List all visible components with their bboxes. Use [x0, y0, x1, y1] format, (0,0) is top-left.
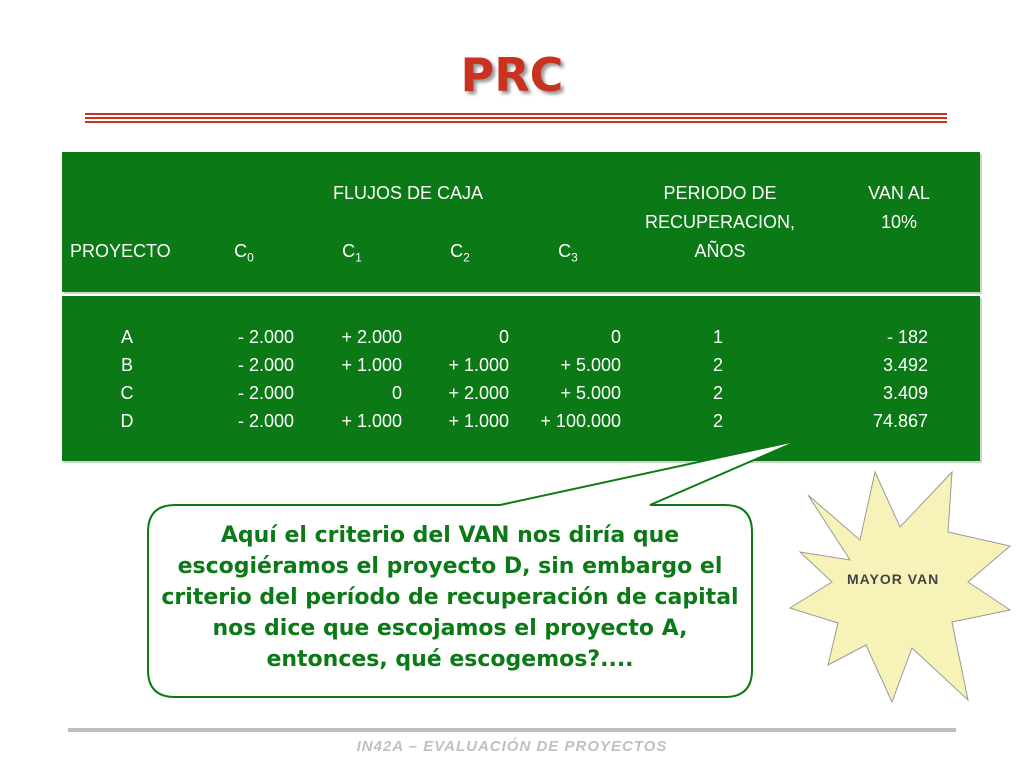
row-d-c3: + 100.000	[540, 411, 621, 431]
row-a-c3: 0	[610, 327, 621, 347]
mayor-van-star	[790, 472, 1010, 702]
row-b-c2: + 1.000	[448, 355, 509, 375]
row-b-c1: + 1.000	[341, 355, 402, 375]
header-c2: $C_2$	[450, 241, 470, 265]
row-c-c3: + 5.000	[560, 383, 621, 403]
row-c-van: 3.409	[882, 383, 928, 403]
header-c0: $C_0$	[234, 241, 254, 265]
row-d-c0: - 2.000	[237, 411, 294, 431]
header-c1: $C_1$	[342, 241, 362, 265]
row-a-c0: - 2.000	[237, 327, 294, 347]
star-label: MAYOR VAN	[847, 571, 940, 587]
row-d-c1: + 1.000	[341, 411, 402, 431]
header-proyecto: PROYECTO	[70, 241, 171, 261]
row-a-c1: + 2.000	[341, 327, 402, 347]
row-a-c2: 0	[498, 327, 509, 347]
footer-divider	[68, 728, 956, 732]
footer-text: IN42A – EVALUACIÓN DE PROYECTOS	[356, 738, 668, 755]
header-van-1: VAN AL	[868, 183, 930, 203]
row-c-proyecto: C	[120, 383, 134, 403]
header-periodo-3: AÑOS	[694, 241, 746, 261]
row-a-periodo: 1	[712, 327, 724, 347]
header-flujos: FLUJOS DE CAJA	[332, 183, 484, 203]
row-b-van: 3.492	[882, 355, 928, 375]
header-van-2: 10%	[880, 212, 918, 232]
row-c-c0: - 2.000	[237, 383, 294, 403]
header-periodo-1: PERIODO DE	[663, 183, 777, 203]
row-c-c1: 0	[391, 383, 402, 403]
row-b-proyecto: B	[120, 355, 134, 375]
row-c-c2: + 2.000	[448, 383, 509, 403]
row-d-c2: + 1.000	[448, 411, 509, 431]
header-periodo-2: RECUPERACION,	[644, 212, 796, 232]
row-a-proyecto: A	[120, 327, 134, 347]
row-d-proyecto: D	[120, 411, 134, 431]
row-a-van: - 182	[886, 327, 928, 347]
row-b-c0: - 2.000	[237, 355, 294, 375]
row-b-c3: + 5.000	[560, 355, 621, 375]
header-c3: $C_3$	[558, 241, 578, 265]
row-d-van: 74.867	[872, 411, 928, 431]
row-b-periodo: 2	[712, 355, 724, 375]
slide-title: PRC	[460, 48, 564, 102]
callout-text: Aquí el criterio del VAN nos diría que escogiéramos el proyecto D, sin embargo el criterio del período de recuperación de capital nos dice que escojamos el proyecto A, entonces, qué escogemos?....	[161, 523, 739, 672]
row-c-periodo: 2	[712, 383, 724, 403]
row-d-periodo: 2	[712, 411, 724, 431]
